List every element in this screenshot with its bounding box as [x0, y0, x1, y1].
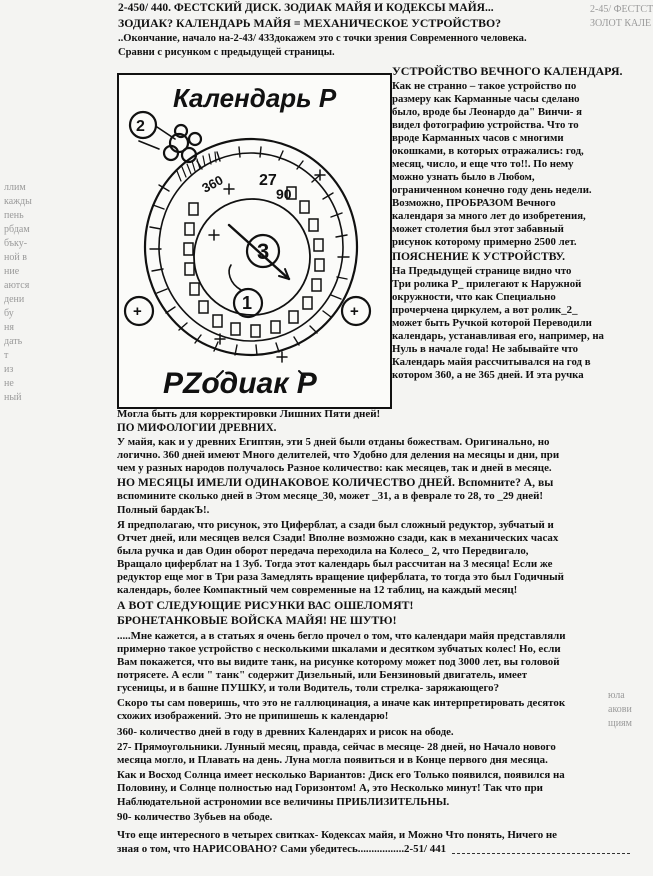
text-line: Скоро ты сам поверишь, что это не галлюцинация, а иначе как интерпретировать десяток — [117, 697, 566, 709]
bleed-text: ние — [4, 266, 20, 277]
text-line: Три ролика Р_ прилегают к Наружной — [392, 278, 582, 290]
text-line: прочерчена циркулем, а вот ролик_2_ — [392, 304, 578, 316]
bleed-text: аются — [4, 280, 30, 291]
text-line: вроде Карманных часов с многими — [392, 132, 564, 144]
text-line: Как и Восход Солнца имеет несколько Вариантов: Диск его Только появился, появился на — [117, 769, 565, 781]
bleed-text: ллим — [4, 182, 26, 193]
text-line: НО МЕСЯЦЫ ИМЕЛИ ОДИНАКОВОЕ КОЛИЧЕСТВО ДНЕЙ. Вспомните? А, вы — [117, 476, 554, 489]
text-line: можно узнать было в Любом, — [392, 171, 535, 183]
bleed-text: юла — [608, 690, 625, 701]
text-line: 27- Прямоугольники. Лунный месяц, правда, сейчас в месяце- 28 дней, но Начало нового — [117, 741, 556, 753]
page-header-subtitle: ЗОДИАК? КАЛЕНДАРЬ МАЙЯ = МЕХАНИЧЕСКОЕ УСТРОЙСТВО? — [118, 16, 502, 30]
figure-plus-right: + — [350, 303, 359, 320]
calendar-drawing — [117, 73, 392, 409]
text-line: календаря за много лет до изобретения, — [392, 210, 586, 222]
continuation-note: ..Окончание, начало на-2-43/ 433докажем это с точки зрения Современного человека. — [118, 33, 527, 44]
bleed-text: не — [4, 378, 14, 389]
text-line: .....Мне кажется, а в статьях я очень бегло прочел о том, что календари майя представляли — [117, 630, 566, 642]
section-title-mythology: ПО МИФОЛОГИИ ДРЕВНИХ. — [117, 422, 277, 434]
bleed-text: бу — [4, 308, 14, 319]
text-line: БРОНЕТАНКОВЫЕ ВОЙСКА МАЙЯ! НЕ ШУТЮ! — [117, 613, 397, 627]
text-line: котором 360, а не 365 дней. И эта ручка — [392, 369, 584, 381]
text-line: Нуль в начале года! Не забывайте что — [392, 343, 579, 355]
text-line: чем у разных народов получалось Разное количество: как месяцев, так и дней в месяце. — [117, 462, 552, 474]
bleed-text: щиям — [608, 718, 632, 729]
text-line: календарь, более Компактный чем современные на 12 таблиц, на каждый месяц! — [117, 584, 518, 596]
text-line: схожих изображений. Это не припишешь к календарю! — [117, 710, 389, 722]
text-line: зная о том, что НАРИСОВАНО? Сами убедитесь.................2-51/ 441 — [117, 843, 447, 855]
text-line: Возможно, ПРОБРАЗОМ Вечного — [392, 197, 556, 209]
bleed-text: ня — [4, 322, 14, 333]
figure-number-3: 3 — [257, 239, 270, 264]
text-line: Как не странно – такое устройство по — [392, 80, 577, 92]
figure-label-calendar: Календарь Р — [173, 83, 337, 113]
bleed-text: дени — [4, 294, 25, 305]
text-line: гусеницы, и в башне ПУШКУ, и толи Водитель, толи стрелка- заряжающего? — [117, 682, 500, 694]
text-line: логично. 360 дней имеют Много делителей, что Удобно для деления на месяцы и дни, при — [117, 449, 560, 461]
figure-label-zodiac: РZодиак Р — [163, 367, 317, 400]
bleed-text: ной в — [4, 252, 27, 263]
text-line: У майя, как и у древних Египтян, эти 5 дней были отданы божествам. Оригинально, но — [117, 436, 550, 448]
text-line: А ВОТ СЛЕДУЮЩИЕ РИСУНКИ ВАС ОШЕЛОМЯТ! — [117, 598, 414, 612]
figure-number-27: 27 — [259, 172, 277, 189]
text-line: редуктор еще мог в Три раза Замедлять вращение циферблата, то тогда это был Годичный — [117, 571, 564, 583]
text-line: потрясете. А если " танк" содержит Дизельный, или Бензиновый двигатель, имеет — [117, 669, 528, 681]
text-line: было, вроде бы Леонардо да" Винчи- я — [392, 106, 582, 118]
bleed-text: 2-45/ ФЕСТСТ — [590, 4, 653, 15]
text-line: ограниченном конечно году день недели. — [392, 184, 592, 196]
text-line: 90- количество Зубьев на ободе. — [117, 811, 273, 823]
figure-number-1: 1 — [242, 293, 253, 313]
figure-plus-left: + — [133, 303, 142, 320]
compare-note: Сравни с рисунком с предыдущей страницы. — [118, 47, 335, 58]
text-line: месяц, число, и еще что то!!. По нему — [392, 158, 574, 170]
figure-number-2: 2 — [136, 118, 145, 135]
text-line: 360- количество дней в году в древних Календарях и рисок на ободе. — [117, 726, 454, 738]
text-line: Календарь майя рассчитывался на год в — [392, 356, 591, 368]
text-line: календарь, устанавливая его, например, на — [392, 330, 604, 342]
bleed-text: бъку- — [4, 238, 28, 249]
figure-caption-line: Могла быть для корректировки Лишних Пяти дней! — [117, 408, 381, 420]
footer-dash-line — [452, 853, 630, 854]
page-header-title: 2-450/ 440. ФЕСТСКИЙ ДИСК. ЗОДИАК МАЙЯ И КОДЕКСЫ МАЙЯ... — [118, 2, 494, 14]
figure-number-360: 360 — [199, 172, 226, 196]
text-line: рисунок которому примерно 2500 лет. — [392, 236, 577, 248]
text-line: окружности, что как Специально — [392, 291, 556, 303]
text-line: окошками, в которых отражались: год, — [392, 145, 584, 157]
bleed-text: кажды — [4, 196, 32, 207]
section-title-explanation: ПОЯСНЕНИЕ К УСТРОЙСТВУ. — [392, 250, 566, 263]
text-line: вспомините сколько дней в Этом месяце_30, может _31, а в феврале то 28, то _29 дней! — [117, 490, 543, 502]
bleed-text: дать — [4, 336, 23, 347]
text-line: месяца могло, и Плавать на день. Луна могла появиться и в Конце первого дня месяца. — [117, 754, 548, 766]
text-line: Я предполагаю, что рисунок, это Циферблат, а сзади был сложный редуктор, зубчатый и — [117, 519, 554, 531]
bleed-text: ЗОЛОТ КАЛЕ — [590, 18, 652, 29]
bleed-text: рбдам — [4, 224, 30, 235]
text-line: Наблюдательной астрономии все величины ПРИБЛИЗИТЕЛЬНЫ. — [117, 796, 450, 808]
text-line: Половину, и Солнце полностью над Горизонтом! А, это Несколько минут! Так что при — [117, 782, 543, 794]
bleed-text: из — [4, 364, 14, 375]
right-column-title: УСТРОЙСТВО ВЕЧНОГО КАЛЕНДАРЯ. — [392, 64, 623, 78]
bleed-text: пень — [4, 210, 24, 221]
text-line: Полный бардакЪ!. — [117, 504, 210, 516]
text-line: На Предыдущей странице видно что — [392, 265, 572, 277]
text-line: Вращало циферблат на 1 Зуб. Тогда этот календарь был рассчитан на 3 месяца! Если же — [117, 558, 553, 570]
text-line: Что еще интересного в четырех свитках- Кодексах майя, и Можно Что понять, Ничего не — [117, 829, 558, 841]
text-line: Вам покажется, что вы видите танк, на рисунке которому может под 3000 лет, вы головой — [117, 656, 560, 668]
bleed-text: ный — [4, 392, 22, 403]
text-line: размеру как Карманные часы сделано — [392, 93, 580, 105]
text-line: была ручка и дав Один оборот передача переходила на Колесо_ 2, что Передвигало, — [117, 545, 529, 557]
text-line: может столетия был этот забавный — [392, 223, 564, 235]
bleed-text: т — [4, 350, 9, 361]
calendar-sketch — [119, 75, 390, 407]
bleed-text: акови — [608, 704, 632, 715]
text-line: видел фотографию устройства. Что то — [392, 119, 579, 131]
text-line: Отчет дней, или месяцев велся Сзади! Вполне возможно сзади, как в механических часах — [117, 532, 559, 544]
text-line: может быть Ручкой которой Переводили — [392, 317, 592, 329]
figure-number-90: 90 — [276, 186, 292, 202]
text-line: примерно такое устройство с несколькими шкалами и десятком зубчатых колес! Но, если — [117, 643, 561, 655]
